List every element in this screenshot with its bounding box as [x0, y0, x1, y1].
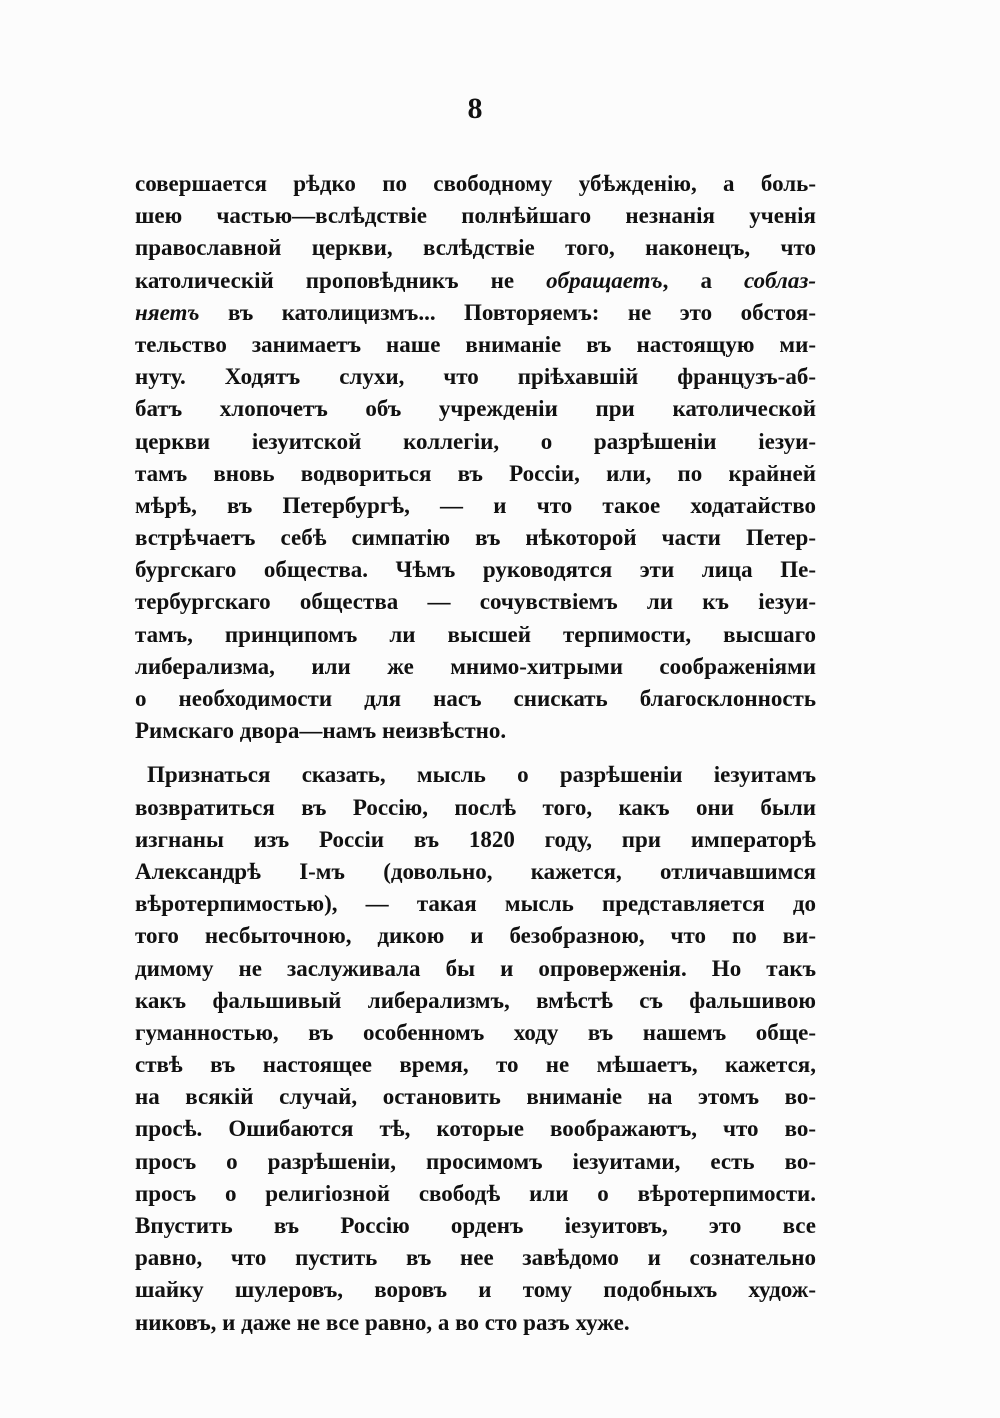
text-line: церкви іезуитской коллегіи, о разрѣшеніи іезуи- [135, 428, 816, 454]
text-line: того несбыточною, дикою и безобразною, что по ви- [135, 923, 816, 949]
text-line: мѣрѣ, въ Петербургѣ, — и что такое ходатайство [135, 492, 816, 518]
text-line: ствѣ въ настоящее время, то не мѣшаетъ, кажется, [135, 1052, 816, 1078]
text-line: нуту. Ходятъ слухи, что пріѣхавшій французъ-аб- [135, 364, 816, 390]
text-segment: католическій проповѣдникъ не [135, 267, 547, 293]
text-line: просъ о религіозной свободѣ или о вѣротерпимости. [135, 1180, 816, 1206]
text-line: совершается рѣдко по свободному убѣжденію, а боль- [135, 171, 816, 196]
text-segment: , а [662, 267, 745, 293]
text-line: тельство занимаетъ наше вниманіе въ настоящую ми- [135, 331, 816, 357]
page-number: 8 [467, 92, 483, 125]
italic-text: няетъ [135, 299, 200, 325]
body-text [135, 168, 816, 1339]
text-line: встрѣчаетъ себѣ симпатію въ нѣкоторой части Петер- [135, 525, 816, 551]
text-line: на всякій случай, остановить вниманіе на этомъ во- [135, 1084, 816, 1110]
italic-text: соблаз- [744, 267, 816, 293]
text-line [135, 297, 816, 329]
text-line: Признаться сказать, мысль о разрѣшеніи іезуитамъ [147, 762, 816, 788]
text-line: какъ фальшивый либерализмъ, вмѣстѣ съ фальшивою [135, 987, 816, 1013]
text-line: просъ о разрѣшеніи, просимомъ іезуитами, есть во- [135, 1148, 816, 1174]
text-line: просѣ. Ошибаются тѣ, которые воображаютъ, что во- [135, 1116, 816, 1142]
text-line: о необходимости для насъ снискать благосклонность [135, 686, 816, 711]
paragraph-gap [135, 747, 816, 759]
text-line: бургскаго общества. Чѣмъ руководятся эти лица Пе- [135, 557, 816, 583]
text-line: православной церкви, вслѣдствіе того, наконецъ, что [135, 235, 816, 261]
text-line [135, 265, 816, 297]
text-line: вѣротерпимостью), — такая мысль представляется до [135, 891, 816, 917]
text-segment: въ католицизмъ... Повторяемъ: не это обстоя- [199, 299, 816, 325]
paragraph [135, 759, 816, 1338]
text-line: Римскаго двора—намъ неизвѣстно. [135, 718, 507, 744]
text-line: батъ хлопочетъ объ учрежденіи при католической [135, 396, 816, 422]
text-line: возвратиться въ Россію, послѣ того, какъ они были [135, 794, 816, 820]
text-line: тамъ вновь водвориться въ Россіи, или, по крайней [135, 460, 816, 486]
italic-text: обращаетъ [546, 267, 663, 293]
text-line: равно, что пустить въ нее завѣдомо и сознательно [135, 1245, 816, 1271]
text-line: Александрѣ I-мъ (довольно, кажется, отличавшимся [135, 858, 816, 884]
text-line: шайку шулеровъ, воровъ и тому подобныхъ худож- [135, 1277, 816, 1303]
text-line: изгнаны изъ Россіи въ 1820 году, при императорѣ [135, 826, 816, 852]
text-line: димому не заслуживала бы и опроверженія. Но такъ [135, 955, 816, 981]
text-line: тамъ, принципомъ ли высшей терпимости, высшаго [135, 621, 816, 647]
paragraph [135, 168, 816, 747]
text-line: гуманностью, въ особенномъ ходу въ нашемъ обще- [135, 1019, 816, 1045]
text-line: тербургскаго общества — сочувствіемъ ли къ іезуи- [135, 589, 816, 615]
text-line: шею частью—вслѣдствіе полнѣйшаго незнанія ученія [135, 203, 816, 229]
text-line: либерализма, или же мнимо-хитрыми соображеніями [135, 653, 816, 679]
text-line: никовъ, и даже не все равно, а во сто разъ хуже. [135, 1309, 630, 1335]
text-line: Впустить въ Россію орденъ іезуитовъ, это все [135, 1213, 816, 1238]
